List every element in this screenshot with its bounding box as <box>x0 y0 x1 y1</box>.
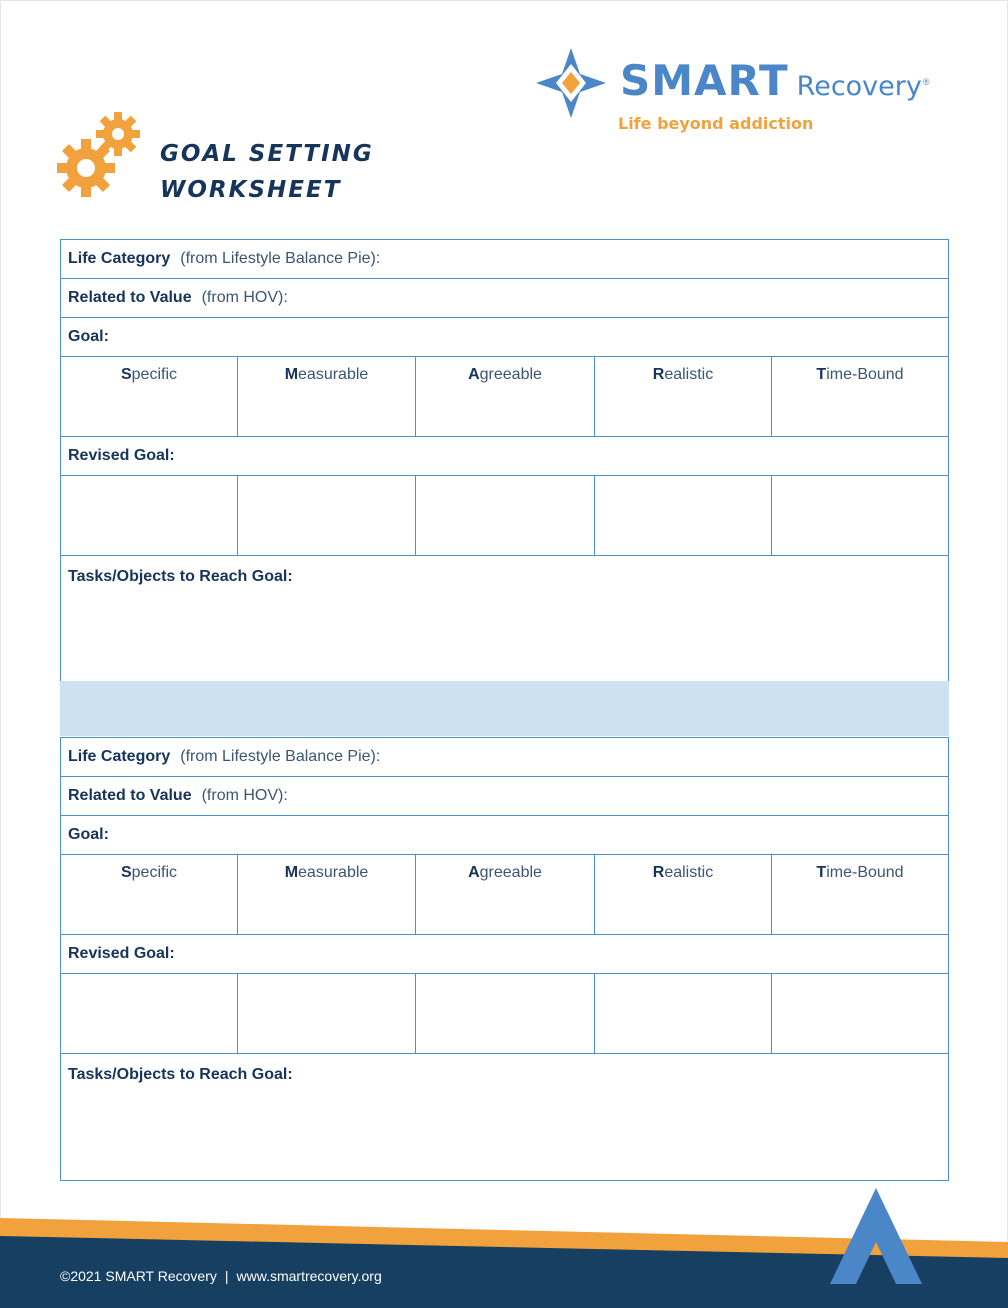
measurable-rest: easurable <box>298 366 369 383</box>
agreeable-cell[interactable] <box>416 855 595 934</box>
gears-icon <box>56 104 152 200</box>
agreeable-rest: greeable <box>479 366 542 383</box>
life-category-label: Life Category <box>68 748 171 765</box>
life-category-field[interactable] <box>61 738 948 777</box>
life-category-hint: (from Lifestyle Balance Pie): <box>180 748 381 765</box>
revised-realistic-cell[interactable] <box>595 476 772 555</box>
smart-criteria-row <box>61 855 948 935</box>
goal-worksheet-2 <box>60 737 949 1181</box>
life-category-field[interactable] <box>61 240 948 279</box>
specific-initial: S <box>120 366 132 383</box>
realistic-rest: ealistic <box>664 366 714 383</box>
agreeable-rest: greeable <box>479 864 542 881</box>
footer-website-link[interactable]: www.smartrecovery.org <box>236 1268 382 1284</box>
tasks-field[interactable] <box>61 1054 948 1180</box>
specific-cell[interactable] <box>61 357 238 436</box>
measurable-cell[interactable] <box>238 855 416 934</box>
revised-specific-cell[interactable] <box>61 476 238 555</box>
revised-realistic-cell[interactable] <box>595 974 772 1053</box>
revised-agreeable-cell[interactable] <box>416 974 595 1053</box>
footer-separator: | <box>224 1268 229 1284</box>
time-bound-initial: T <box>816 864 827 881</box>
logo-wordmark <box>620 56 930 105</box>
footer-banner <box>0 1180 1008 1308</box>
smart-criteria-row <box>61 357 948 437</box>
realistic-cell[interactable] <box>595 855 772 934</box>
revised-goal-label: Revised Goal: <box>68 945 175 962</box>
measurable-cell[interactable] <box>238 357 416 436</box>
footer-copyright: ©2021 SMART Recovery <box>60 1268 217 1284</box>
revised-criteria-row <box>61 974 948 1054</box>
agreeable-initial: A <box>468 366 480 383</box>
time-bound-cell[interactable] <box>772 855 948 934</box>
logo-tagline: Life beyond addiction <box>618 114 814 133</box>
realistic-initial: R <box>652 366 665 383</box>
realistic-cell[interactable] <box>595 357 772 436</box>
related-value-field[interactable] <box>61 777 948 816</box>
specific-rest: pecific <box>131 366 178 383</box>
related-value-hint: (from HOV): <box>201 289 288 306</box>
revised-goal-field[interactable] <box>61 935 948 974</box>
title-line-2: WORKSHEET <box>160 177 342 203</box>
specific-initial: S <box>120 864 132 881</box>
revised-measurable-cell[interactable] <box>238 974 416 1053</box>
agreeable-cell[interactable] <box>416 357 595 436</box>
revised-goal-field[interactable] <box>61 437 948 476</box>
time-bound-cell[interactable] <box>772 357 948 436</box>
time-bound-rest: ime-Bound <box>826 366 904 383</box>
related-value-field[interactable] <box>61 279 948 318</box>
realistic-initial: R <box>652 864 665 881</box>
related-value-hint: (from HOV): <box>201 787 288 804</box>
revised-measurable-cell[interactable] <box>238 476 416 555</box>
compass-star-icon <box>534 46 608 120</box>
revised-criteria-row <box>61 476 948 556</box>
footer-text <box>60 1268 382 1284</box>
realistic-rest: ealistic <box>664 864 714 881</box>
measurable-initial: M <box>284 366 299 383</box>
revised-specific-cell[interactable] <box>61 974 238 1053</box>
specific-rest: pecific <box>131 864 178 881</box>
measurable-rest: easurable <box>298 864 369 881</box>
measurable-initial: M <box>284 864 299 881</box>
goal-worksheet-1 <box>60 239 949 683</box>
related-value-label: Related to Value <box>68 289 192 306</box>
logo-brand-bold: SMART <box>620 56 789 105</box>
goal-label: Goal: <box>68 826 109 843</box>
tasks-field[interactable] <box>61 556 948 682</box>
time-bound-initial: T <box>816 366 827 383</box>
time-bound-rest: ime-Bound <box>826 864 904 881</box>
revised-time-bound-cell[interactable] <box>772 974 948 1053</box>
smart-recovery-logo <box>534 46 964 146</box>
title-line-1: GOAL SETTING <box>160 141 374 167</box>
agreeable-initial: A <box>468 864 480 881</box>
life-category-label: Life Category <box>68 250 171 267</box>
goal-label: Goal: <box>68 328 109 345</box>
logo-brand-light: Recovery <box>796 71 922 102</box>
related-value-label: Related to Value <box>68 787 192 804</box>
goal-field[interactable] <box>61 318 948 357</box>
worksheet-title <box>160 136 374 208</box>
life-category-hint: (from Lifestyle Balance Pie): <box>180 250 381 267</box>
specific-cell[interactable] <box>61 855 238 934</box>
registered-mark: ® <box>922 77 930 87</box>
revised-time-bound-cell[interactable] <box>772 476 948 555</box>
revised-agreeable-cell[interactable] <box>416 476 595 555</box>
section-divider-band <box>60 681 949 736</box>
goal-field[interactable] <box>61 816 948 855</box>
tasks-label: Tasks/Objects to Reach Goal: <box>68 1066 293 1083</box>
tasks-label: Tasks/Objects to Reach Goal: <box>68 568 293 585</box>
revised-goal-label: Revised Goal: <box>68 447 175 464</box>
